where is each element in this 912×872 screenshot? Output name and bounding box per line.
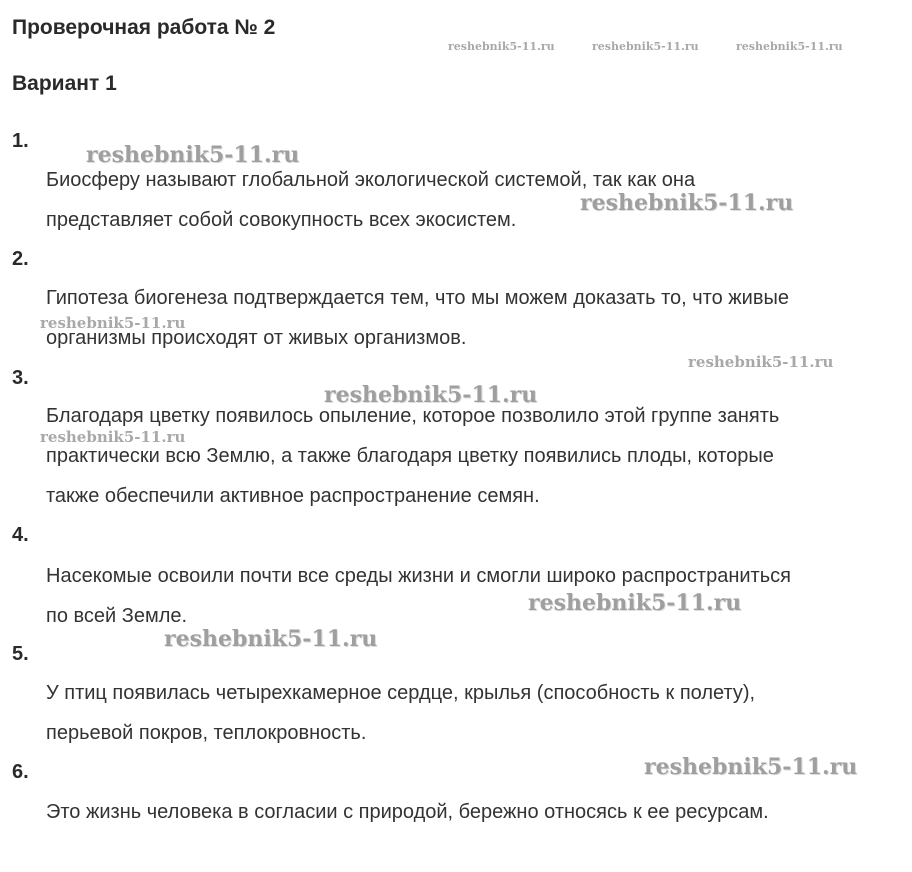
watermark: reshebnik5-11.ru	[164, 626, 378, 652]
answer-number-4: 4.	[12, 524, 29, 546]
answer-text-5	[46, 673, 755, 753]
answer-text-3	[46, 396, 779, 516]
watermark: reshebnik5-11.ru	[644, 754, 858, 780]
answer-number-6: 6.	[12, 761, 29, 783]
answer-text-6	[46, 792, 769, 832]
answer-line: У птиц появилась четырехкамерное сердце, крылья (способность к полету),	[46, 682, 756, 704]
answer-line: практически всю Землю, а также благодаря цветку появились плоды, которые	[46, 445, 774, 467]
answer-line: по всей Земле.	[46, 605, 188, 627]
answer-line: представляет собой совокупность всех экосистем.	[46, 209, 517, 231]
answer-number-1: 1.	[12, 130, 29, 152]
variant-heading: Вариант 1	[12, 72, 117, 95]
answer-number-5: 5.	[12, 643, 29, 665]
answer-line: Насекомые освоили почти все среды жизни и смогли широко распространиться	[46, 565, 791, 587]
watermark: reshebnik5-11.ru	[592, 40, 699, 53]
answer-number-3: 3.	[12, 367, 29, 389]
answer-number-2: 2.	[12, 248, 29, 270]
watermark: reshebnik5-11.ru	[324, 382, 538, 408]
watermark: reshebnik5-11.ru	[448, 40, 555, 53]
watermark: reshebnik5-11.ru	[688, 353, 834, 371]
watermark: reshebnik5-11.ru	[528, 590, 742, 616]
answer-line: организмы происходят от живых организмов.	[46, 327, 467, 349]
answer-line: перьевой покров, теплокровность.	[46, 722, 367, 744]
answer-line: Это жизнь человека в согласии с природой, бережно относясь к ее ресурсам.	[46, 801, 769, 823]
answer-line: Гипотеза биогенеза подтверждается тем, что мы можем доказать то, что живые	[46, 287, 789, 309]
watermark: reshebnik5-11.ru	[580, 190, 794, 216]
watermark: reshebnik5-11.ru	[736, 40, 843, 53]
watermark: reshebnik5-11.ru	[40, 428, 186, 446]
answer-line: также обеспечили активное распространение семян.	[46, 485, 540, 507]
watermark: reshebnik5-11.ru	[86, 142, 300, 168]
answer-line: Благодаря цветку появилось опыление, которое позволило этой группе занять	[46, 405, 780, 427]
answer-line: Биосферу называют глобальной экологической системой, так как она	[46, 169, 696, 191]
page-title: Проверочная работа № 2	[12, 16, 276, 39]
watermark: reshebnik5-11.ru	[40, 314, 186, 332]
